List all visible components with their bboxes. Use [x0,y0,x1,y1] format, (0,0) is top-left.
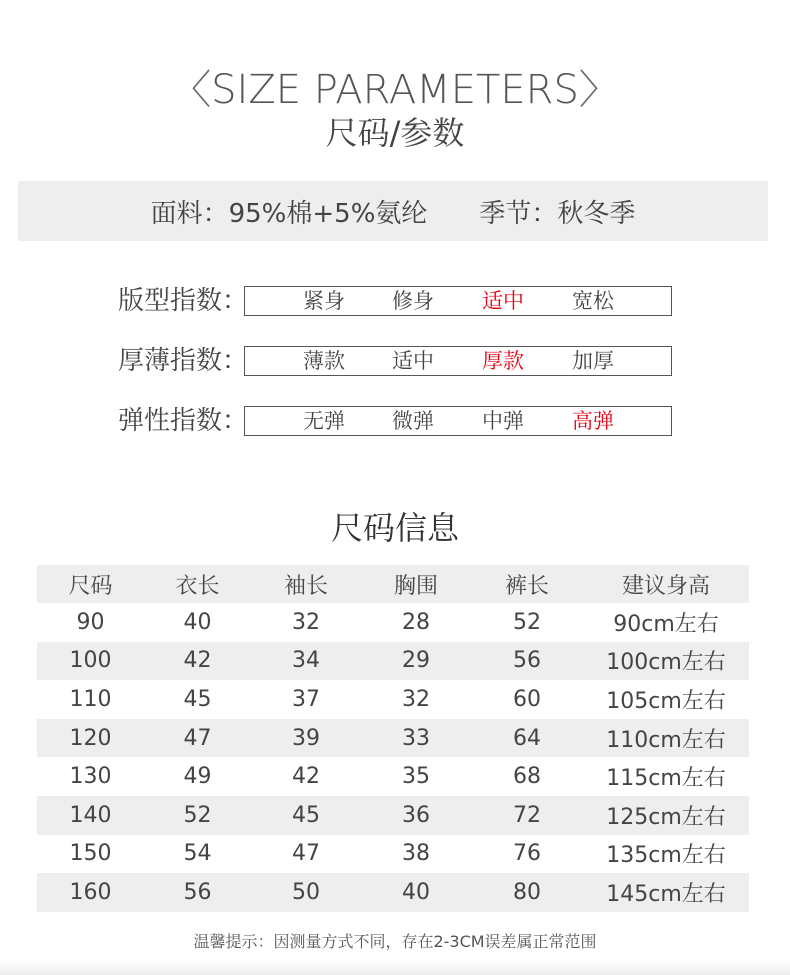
table-cell: 100cm左右 [606,650,726,676]
table-row [37,757,749,796]
table-cell: 125cm左右 [606,804,726,830]
index-option: 无弹 [303,409,345,433]
elasticity-index-label: 弹性指数： [118,406,249,436]
column-header: 建议身高 [621,573,710,599]
table-cell: 145cm左右 [606,881,726,907]
index-option: 薄款 [303,349,345,373]
table-cell: 56 [183,879,212,905]
table-cell: 115cm左右 [606,766,726,792]
table-cell: 38 [402,841,430,867]
thickness-index-row [118,345,678,377]
table-cell: 49 [183,764,212,790]
left-angle-icon: 〈 [171,67,212,113]
table-cell: 45 [292,802,320,828]
fabric-bar [18,181,768,241]
table-cell: 29 [402,648,430,674]
table-row [37,873,749,912]
table-cell: 60 [513,686,541,712]
table-cell: 37 [292,686,320,712]
table-cell: 40 [183,609,212,635]
table-cell: 42 [292,764,320,790]
thickness-index-scale [244,346,672,376]
table-row [37,835,749,874]
title-en-text: SIZE PARAMETERS [211,67,579,113]
table-row [37,680,749,719]
column-header: 袖长 [283,573,328,599]
table-cell: 140 [69,802,112,828]
table-cell: 28 [402,609,430,635]
measurement-note: 温馨提示：因测量方式不同，存在2-3CM误差属正常范围 [193,932,597,951]
table-cell: 76 [513,841,541,867]
size-table-title: 尺码信息 [330,509,459,547]
column-header: 裤长 [504,573,549,599]
table-row [37,642,749,681]
elasticity-index-scale [244,406,672,436]
table-cell: 72 [513,802,541,828]
table-cell: 105cm左右 [606,688,726,714]
table-cell: 39 [292,725,320,751]
fabric-season: 季节：秋冬季 [479,198,636,229]
table-cell: 47 [292,841,320,867]
index-option: 适中 [482,289,524,313]
index-option: 宽松 [572,289,614,313]
fit-index-scale [244,286,672,316]
index-option: 紧身 [303,289,345,313]
table-cell: 50 [292,879,320,905]
table-header-row [37,565,749,603]
index-option: 厚款 [482,349,524,373]
table-cell: 36 [402,802,430,828]
index-option: 高弹 [572,409,614,433]
table-row [37,796,749,835]
table-cell: 33 [402,725,430,751]
table-cell: 32 [402,686,430,712]
table-cell: 110cm左右 [606,727,726,753]
table-cell: 64 [513,725,541,751]
table-cell: 120 [69,725,112,751]
fabric-material: 面料：95%棉+5%氨纶 [150,198,428,229]
thickness-index-label: 厚薄指数： [118,346,249,376]
fit-index-label: 版型指数： [118,286,249,316]
table-cell: 52 [183,802,212,828]
table-cell: 52 [513,609,541,635]
size-table [37,565,749,912]
table-cell: 100 [69,648,112,674]
index-option: 适中 [392,349,434,373]
table-cell: 54 [183,841,212,867]
fit-index-row [118,285,678,317]
table-cell: 40 [402,879,430,905]
index-option: 加厚 [572,349,614,373]
column-header: 胸围 [393,573,438,599]
column-header: 衣长 [175,573,220,599]
table-cell: 34 [292,648,320,674]
table-cell: 90 [76,609,105,635]
elasticity-index-row [118,405,678,437]
table-cell: 32 [292,609,320,635]
table-cell: 45 [183,686,212,712]
bottom-band [0,960,790,975]
table-cell: 135cm左右 [606,843,726,869]
index-option: 中弹 [482,409,524,433]
table-cell: 68 [513,764,541,790]
table-cell: 90cm左右 [613,611,719,637]
column-header: 尺码 [68,573,113,599]
table-cell: 150 [69,841,112,867]
right-angle-icon: 〉 [578,67,619,113]
table-cell: 35 [402,764,430,790]
index-option: 修身 [392,289,434,313]
table-row [37,719,749,758]
table-cell: 47 [183,725,212,751]
title-cn: 尺码/参数 [325,114,465,152]
table-cell: 130 [69,764,112,790]
table-cell: 160 [69,879,112,905]
table-cell: 56 [513,648,541,674]
table-cell: 110 [69,686,112,712]
table-row [37,603,749,642]
title-en [0,58,790,115]
table-cell: 42 [183,648,212,674]
index-option: 微弹 [392,409,434,433]
table-cell: 80 [513,879,541,905]
